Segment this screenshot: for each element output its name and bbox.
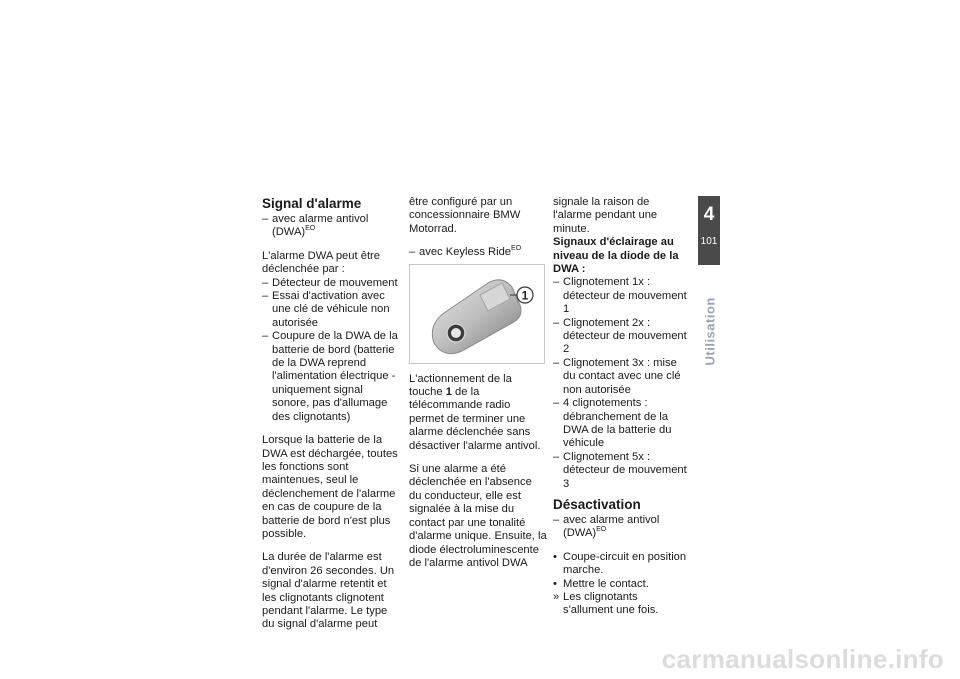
chapter-label: Utilisation <box>702 297 718 366</box>
heading-desactivation: Désactivation <box>553 496 641 512</box>
column-2 <box>409 196 547 580</box>
list-item: – Clignotement 5x : détecteur de mouvement 3 <box>553 451 689 491</box>
equipment-requirement: – avec Keyless Ride$^{EO}$ <box>409 246 547 259</box>
subheading-led-signals: Signaux d'éclairage au niveau de la diode de la DWA : <box>553 236 679 276</box>
step-item: • Coupe-circuit en position marche. <box>553 551 689 578</box>
column-3 <box>553 196 689 618</box>
page-number: 101 <box>700 236 718 247</box>
paragraph-dealer: être configuré par un concessionnaire BMW Motorrad. <box>409 196 521 235</box>
list-item: – Coupure de la DWA de la batterie de bord (batterie de la DWA reprend l'alimentation électrique - uniquement signal sonore, pas d'allumage des clignotants) <box>262 330 398 424</box>
remote-key-illustration <box>410 265 544 363</box>
list-item: – Clignotement 3x : mise du contact avec une clé non autorisée <box>553 357 689 397</box>
bmw-logo-center <box>451 328 461 338</box>
key-body <box>432 279 521 353</box>
list-item: – 4 clignotements : débranchement de la DWA de la batterie du véhicule <box>553 397 689 451</box>
equipment-requirement: – avec alarme antivol (DWA)$^{EO}$ <box>262 213 398 240</box>
chapter-tab <box>698 196 720 265</box>
chapter-number: 4 <box>703 204 715 225</box>
step-item: • Mettre le contact. <box>553 578 689 591</box>
paragraph-reason: signale la raison de l'alarme pendant une minute. <box>553 196 658 235</box>
column-1 <box>262 196 398 642</box>
callout-number: 1 <box>521 288 529 303</box>
paragraph-triggers-intro: L'alarme DWA peut être déclenchée par : <box>262 249 380 276</box>
remote-key-figure <box>409 264 545 364</box>
paragraph-battery: Lorsque la batterie de la DWA est déchargée, toutes les fonctions sont maintenues, seul le déclenchement de l'alarme en cas de coupure de la batterie de bord n'est plus possible. <box>262 434 398 540</box>
watermark: carmanualsonline.info <box>661 644 944 674</box>
list-item: – Essai d'activation avec une clé de véhicule non autorisée <box>262 290 398 330</box>
paragraph-duration: La durée de l'alarme est d'environ 26 secondes. Un signal d'alarme retentit et les clignotants clignotent pendant l'alarme. Le type du signal d'alarme peut <box>262 551 395 631</box>
paragraph-absence: Si une alarme a été déclenchée en l'absence du conducteur, elle est signalée à la mise du contact par une tonalité d'alarme unique. Ensuite, la diode électroluminescente de l'alarme antivol DWA <box>409 463 547 569</box>
heading-signal-alarme: Signal d'alarme <box>262 196 362 211</box>
equipment-requirement: – avec alarme antivol (DWA)$^{EO}$ <box>553 514 689 541</box>
result-item: » Les clignotants s'allument une fois. <box>553 591 689 618</box>
list-item: – Clignotement 1x : détecteur de mouvement 1 <box>553 276 689 316</box>
paragraph-button: L'actionnement de la touche 1 de la télécommande radio permet de terminer une alarme déclenchée sans désactiver l'alarme antivol. <box>409 372 541 452</box>
list-item: – Clignotement 2x : détecteur de mouvement 2 <box>553 317 689 357</box>
list-item: – Détecteur de mouvement <box>262 277 398 290</box>
